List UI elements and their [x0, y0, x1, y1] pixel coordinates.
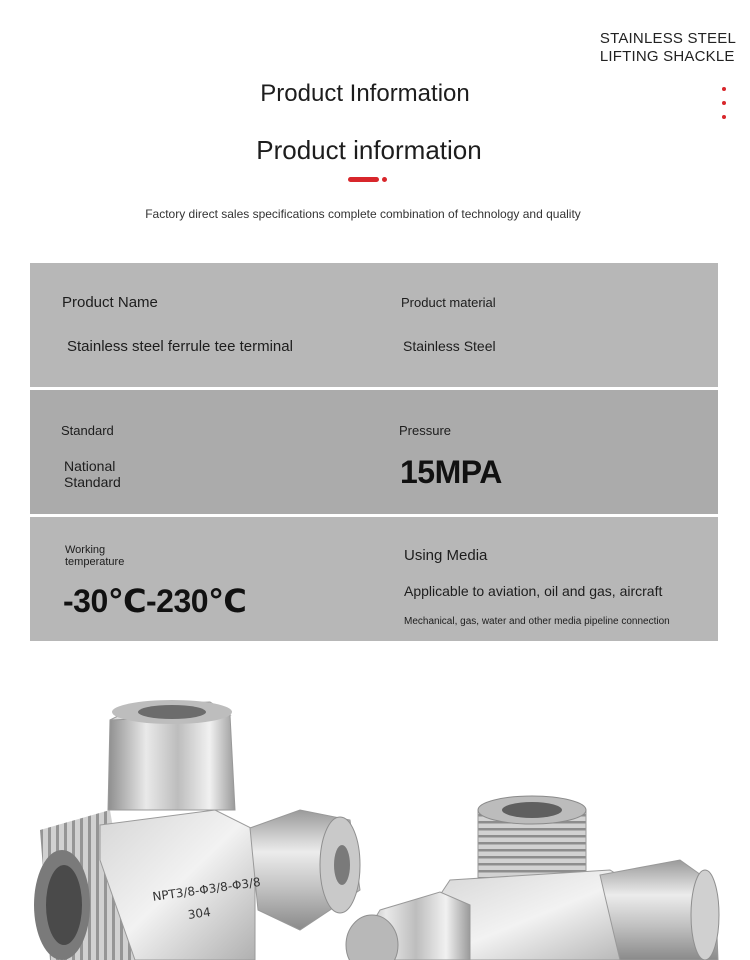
standard-value [64, 458, 121, 490]
using-media-label: Using Media [404, 547, 488, 564]
spec-row-temperature-media [30, 517, 718, 641]
accent-divider [348, 177, 390, 182]
product-name-value: Stainless steel ferrule tee terminal [67, 338, 293, 355]
section-title: Product information [256, 135, 482, 165]
product-photo [0, 660, 750, 960]
working-temperature-label-line-1: Working [65, 544, 106, 556]
spec-row-name-material [30, 263, 718, 387]
engraving-grade: 304 [186, 904, 212, 922]
standard-value-line-2: Standard [64, 474, 121, 490]
working-temperature-label-line-2: temperature [65, 556, 125, 568]
product-material-value: Stainless Steel [403, 338, 496, 354]
page-title: Product Information [260, 80, 470, 107]
tagline: Factory direct sales specifications complete combination of technology and quality [145, 207, 581, 221]
spec-row-standard-pressure [30, 390, 718, 514]
working-temperature-value: -30℃-230℃ [63, 583, 247, 619]
pressure-label: Pressure [399, 423, 452, 438]
using-media-note: Mechanical, gas, water and other media pipeline connection [404, 616, 670, 627]
engraving-size: NPT3/8-Φ3/8-Φ3/8 [151, 874, 262, 904]
brand-name [600, 30, 736, 66]
standard-value-line-1: National [64, 458, 116, 474]
product-material-label: Product material [401, 295, 496, 310]
pressure-value: 15MPA [400, 454, 502, 490]
brand-line-1: STAINLESS STEEL [599, 30, 736, 47]
product-name-label: Product Name [62, 294, 158, 311]
accent-dot [382, 177, 387, 182]
accent-bar [348, 177, 379, 182]
brand-line-2: LIFTING SHACKLE [599, 48, 735, 65]
tee-fitting-right [346, 796, 719, 960]
using-media-value: Applicable to aviation, oil and gas, aircraft [404, 583, 663, 599]
tee-fitting-left [34, 700, 360, 960]
working-temperature-label [65, 544, 124, 568]
menu-dot [722, 115, 726, 119]
standard-label: Standard [61, 423, 114, 438]
